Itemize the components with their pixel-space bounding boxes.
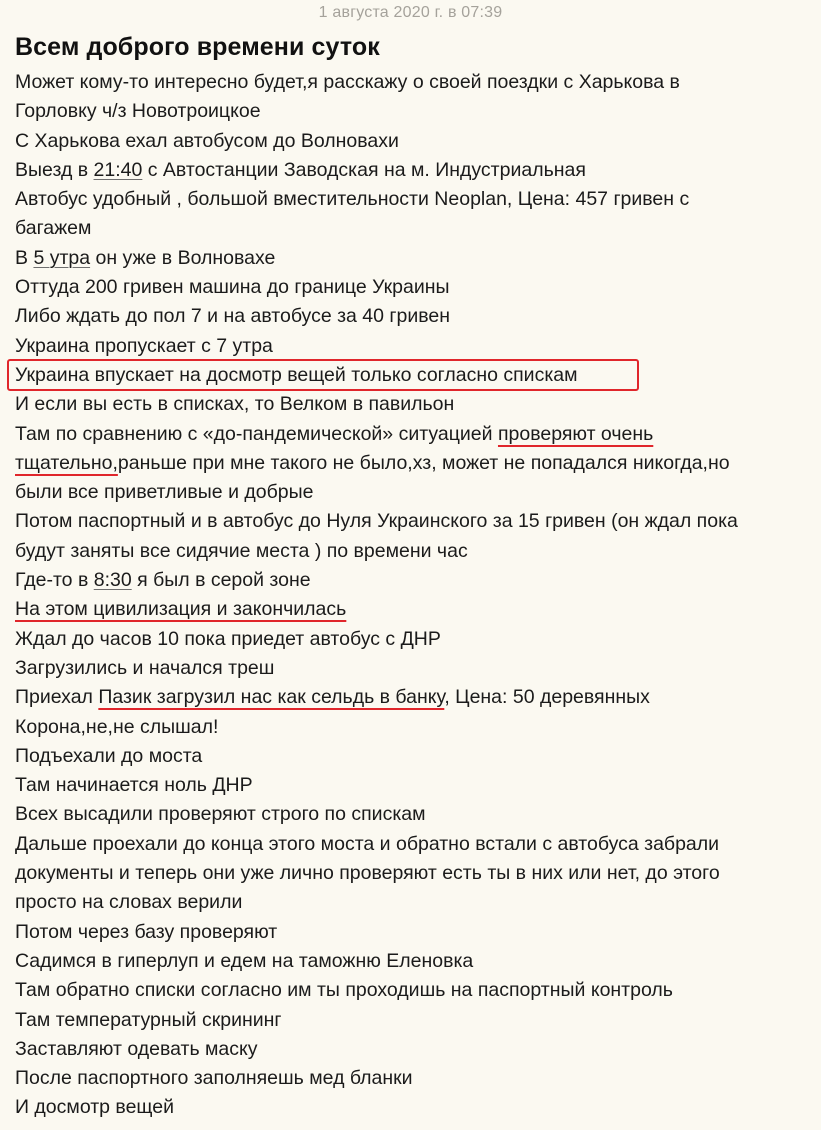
red-underlined-text: Пазик загрузил нас как сельдь в банку	[98, 686, 445, 709]
note-line	[15, 156, 815, 185]
note-line: были все приветливые и добрые	[15, 481, 314, 504]
note-line: Там начинается ноль ДНР	[15, 774, 253, 797]
note-title: Всем доброго времени суток	[15, 33, 380, 61]
detected-time-link[interactable]: 8:30	[93, 569, 132, 592]
line-text: Где-то в	[15, 569, 94, 592]
line-text: Там по сравнению с «до-пандемической» ситуацией	[15, 422, 498, 445]
note-line	[15, 595, 815, 624]
note-line: будут заняты все сидячие места ) по времени час	[15, 539, 468, 562]
line-text: я был в серой зоне	[131, 569, 311, 592]
note-line: Ждал до часов 10 пока приедет автобус с ДНР	[15, 627, 441, 650]
note-line: Потом через базу проверяют	[15, 920, 278, 943]
note-line: С Харькова ехал автобусом до Волновахи	[15, 129, 399, 152]
note-line: Может кому-то интересно будет,я расскажу о своей поездки с Харькова в	[15, 71, 680, 93]
red-underlined-text: На этом цивилизация и закончилась	[15, 598, 347, 621]
red-underlined-text: тщательно,	[15, 451, 118, 474]
note-line: Дальше проехали до конца этого моста и обратно встали с автобуса забрали	[15, 832, 720, 855]
line-text: В	[15, 246, 34, 269]
line-text: раньше при мне такого не было,хз, может не попадался никогда,но	[117, 451, 730, 474]
note-line: Там обратно списки согласно им ты проходишь на паспортный контроль	[15, 979, 673, 1002]
note-body	[15, 68, 815, 1123]
note-line: Там температурный скрининг	[15, 1008, 282, 1031]
note-line: Либо ждать до пол 7 и на автобусе за 40 гривен	[15, 305, 451, 328]
note-line: И если вы есть в списках, то Велком в павильон	[15, 393, 455, 416]
note-line: Заставляют одевать маску	[15, 1037, 258, 1060]
note-timestamp: 1 августа 2020 г. в 07:39	[318, 4, 503, 21]
note-line	[15, 449, 815, 478]
note-line: Автобус удобный , большой вместительности Neoplan, Цена: 457 гривен с	[15, 188, 690, 211]
note-line: Садимся в гиперлуп и едем на таможню Еленовка	[15, 949, 474, 972]
line-text: , Цена: 50 деревянных	[444, 686, 650, 709]
note-line: Потом паспортный и в автобус до Нуля Украинского за 15 гривен (он ждал пока	[15, 510, 738, 533]
note-line-boxed: Украина впускает на досмотр вещей только согласно спискам	[15, 363, 578, 386]
note-line: Оттуда 200 гривен машина до границе Украины	[15, 276, 450, 299]
line-text: он уже в Волновахе	[90, 246, 276, 269]
note-line: Подъехали до моста	[15, 744, 203, 767]
note-line	[15, 566, 815, 595]
note-line: Горловку ч/з Новотроицкое	[15, 100, 261, 123]
note-line: После паспортного заполняешь мед бланки	[15, 1067, 413, 1090]
note-line	[15, 420, 815, 449]
note-line: И досмотр вещей	[15, 1096, 174, 1119]
line-text: Приехал	[15, 686, 99, 709]
red-underlined-text: проверяют очень	[497, 422, 654, 445]
note-line: Загрузились и начался треш	[15, 656, 275, 679]
detected-time-link[interactable]: 5 утра	[33, 246, 91, 269]
note-line: просто на словах верили	[15, 891, 243, 914]
detected-time-link[interactable]: 21:40	[93, 158, 143, 181]
note-line: документы и теперь они уже лично проверяют есть ты в них или нет, до этого	[15, 862, 720, 885]
note-line	[15, 244, 815, 273]
note-line: багажем	[15, 217, 92, 240]
line-text: с Автостанции Заводская на м. Индустриальная	[142, 158, 586, 181]
note-line: Украина пропускает с 7 утра	[15, 334, 273, 357]
note-line: Корона,не,не слышал!	[15, 715, 219, 738]
note-line: Всех высадили проверяют строго по спискам	[15, 803, 426, 826]
line-text: Выезд в	[15, 158, 94, 181]
note-line	[15, 683, 815, 712]
